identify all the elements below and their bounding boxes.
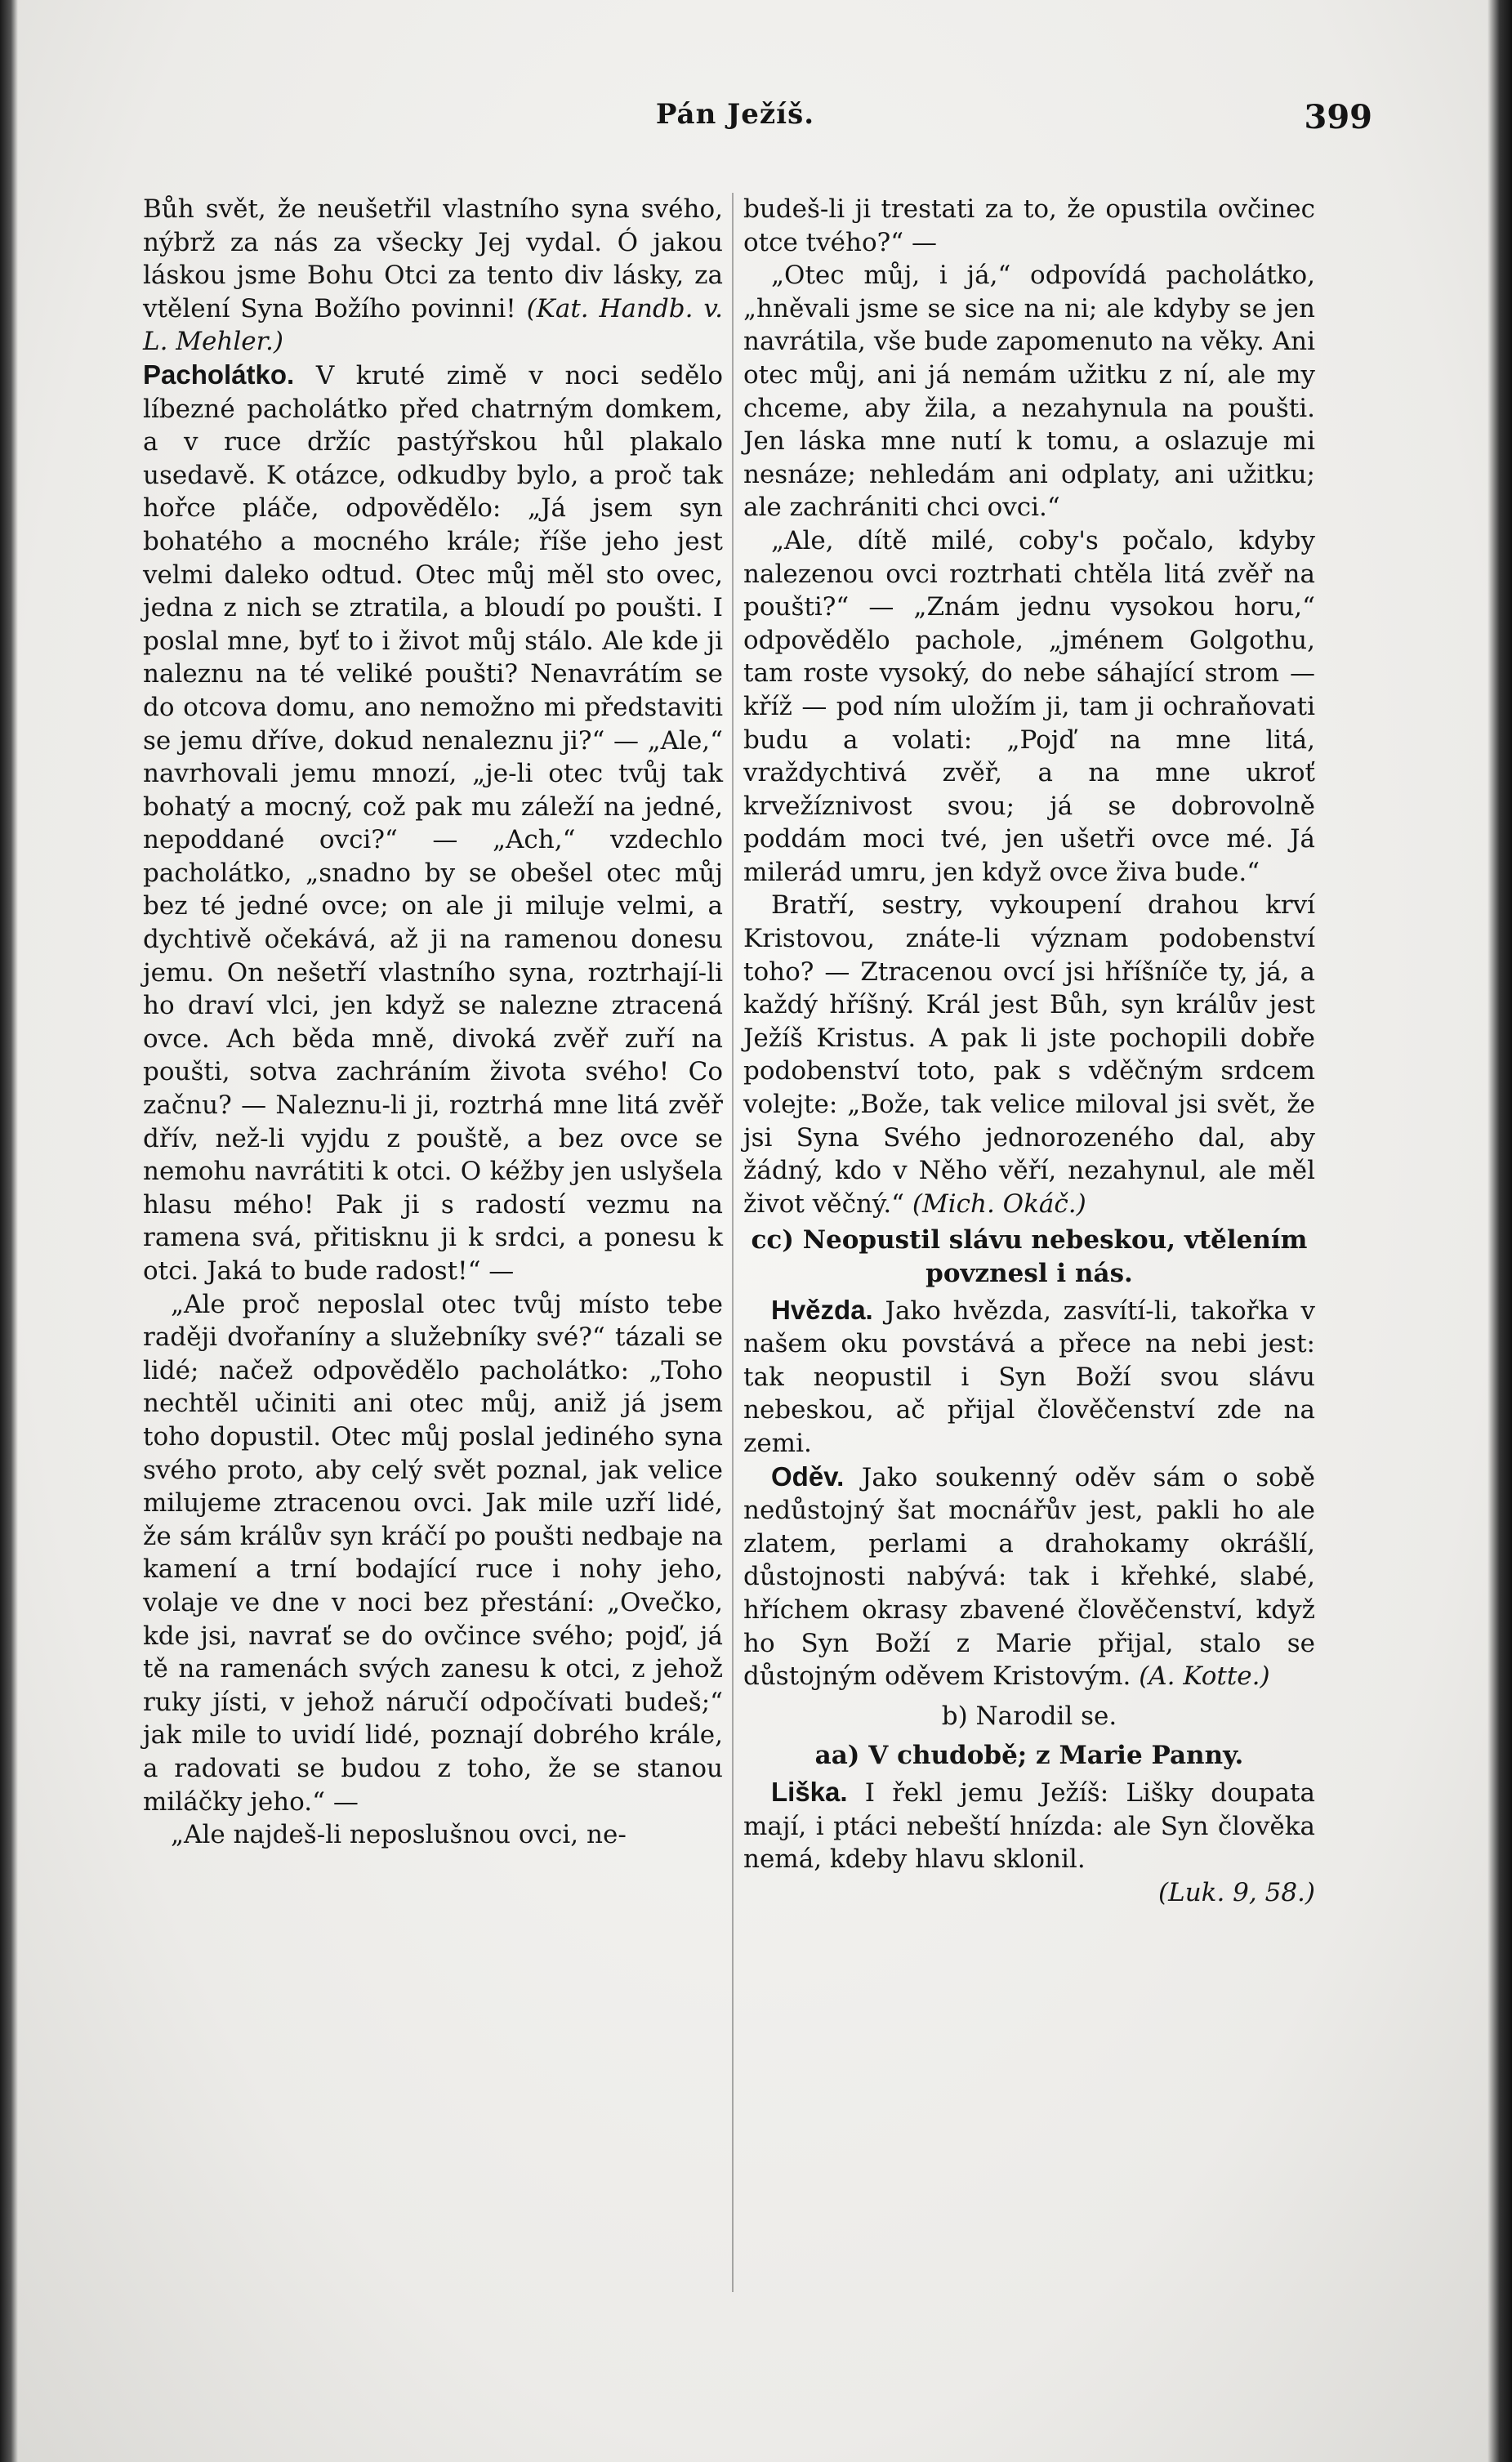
citation-text: (Luk. 9, 58.) (1158, 1877, 1315, 1907)
paragraph: „Ale proč neposlal otec tvůj místo tebe raději dvořaníny a služebníky své?“ tázali se lidé; načež odpovědělo pacholátko: „Toho nechtěl učiniti ani otec můj, aniž já jsem toho dopustil. Otec můj poslal jediného syna svého proto, aby celý svět poznal, jak velice milujeme ztracenou ovci. Jak mile uzří lidé, že sám králův syn kráčí po poušti nedbaje na kamení a trní bodající ruce i nohy jeho, volaje ve dne v noci bez přestání: „Ovečko, kde jsi, navrať se do ovčince svého; pojď, já tě na ramenách svých zanesu k otci, z jehož ruky jísti, v jehož náručí odpočívati budeš;“ jak mile to uvidí lidé, poznají dobrého krále, a radovati se budou z toho, že se stanou miláčky jeho.“ — (143, 1289, 723, 1817)
paragraph (743, 1776, 1315, 1876)
keyword-heading: Liška. (771, 1776, 848, 1807)
citation: (Mich. Okáč.) (912, 1189, 1086, 1219)
section-heading: cc) Neopustil slávu nebeskou, vtělením povznesl i nás. (751, 1225, 1308, 1288)
paragraph (743, 1294, 1315, 1461)
right-column (743, 193, 1315, 1909)
left-column (143, 193, 723, 1852)
citation: (Kat. Handb. v. L. Mehler.) (143, 293, 724, 357)
paragraph: „Ale najdeš-li neposlušnou ovci, ne- (171, 1820, 627, 1850)
keyword-heading: Hvězda. (771, 1294, 873, 1325)
citation (743, 1876, 1315, 1910)
paragraph (143, 359, 723, 1288)
keyword-heading: Pacholátko. (143, 359, 295, 390)
page-number: 399 (1304, 98, 1372, 136)
section-heading: aa) V chudobě; z Marie Panny. (814, 1741, 1244, 1771)
scan-edge-left (0, 0, 18, 2462)
paragraph-text: Jako hvězda, zasvítí-li, takořka v našem oku povstává a přece na nebi jest: tak neopustil i Syn Boží svou slávu nebeskou, ač přijal člověčenství zde na zemi. (743, 1296, 1316, 1458)
paragraph-text: Bůh svět, že neušetřil vlastního syna svého, nýbrž za nás za všecky Jej vydal. Ó jakou láskou jsme Bohu Otci za tento div lásky, za vtělení Syna Božího povinni! (143, 194, 723, 323)
paragraph-text: I řekl jemu Ježíš: Lišky doupata mají, i ptáci nebeští hnízda: ale Syn člověka nemá, kdeby hlavu sklonil. (743, 1777, 1315, 1875)
section-heading: b) Narodil se. (941, 1701, 1117, 1731)
paragraph (743, 889, 1315, 1220)
scan-edge-right (1487, 0, 1512, 2462)
paragraph: budeš-li ji trestati za to, že opustila ovčinec otce tvého?“ — (743, 194, 1315, 257)
paragraph-text: Jako soukenný oděv sám o sobě nedůstojný šat mocnářův jest, pakli ho ale zlatem, perlami a drahokamy okrášlí, důstojnosti nabývá: tak i křehké, slabé, hříchem okrasy zbavené člověčenství, když ho Syn Boží z Marie přijal, stalo se důstojným oděvem Kristovým. (743, 1462, 1315, 1692)
paragraph (143, 193, 723, 359)
keyword-heading: Oděv. (771, 1461, 845, 1492)
column-divider (732, 193, 734, 2292)
paragraph: „Otec můj, i já,“ odpovídá pacholátko, „hněvali jsme se sice na ni; ale kdyby se jen navrátila, vše bude zapomenuto na věky. Ani otec můj, ani já nemám užitku z ní, ale my chceme, aby žila, a nezahynula na poušti. Jen láska mne nutí k tomu, a oslazuje mi nesnáze; nehledám ani odplaty, ani užitku; ale zachrániti chci ovci.“ (743, 261, 1315, 523)
paragraph: „Ale, dítě milé, coby's počalo, kdyby nalezenou ovci roztrhati chtěla litá zvěř na poušti?“ — „Znám jednu vysokou horu,“ odpovědělo pachole, „jménem Golgothu, tam roste vysoký, do nebe sáhající strom — kříž — pod ním uložím ji, tam ji ochraňovati budu a volati: „Pojď na mne litá, vraždychtivá zvěř, a na mne ukroť krvežíznivost svou; já se dobrovolně poddám moci tvé, jen ušetři ovce mé. Já milerád umru, jen když ovce živa bude.“ (743, 525, 1315, 887)
citation: (A. Kotte.) (1139, 1661, 1270, 1692)
running-head: Pán Ježíš. (655, 98, 815, 131)
paragraph (743, 1461, 1315, 1693)
paragraph-text: V kruté zimě v noci sedělo líbezné pacholátko před chatrným domkem, a v ruce držíc pastýřskou hůl plakalo usedavě. K otázce, odkudby bylo, a proč tak hořce pláče, odpovědělo: „Já jsem syn bohatého a mocného krále; říše jeho jest velmi daleko odtud. Otec můj měl sto ovec, jedna z nich se ztratila, a bloudí po poušti. I poslal mne, byť to i život můj stálo. Ale kde ji naleznu na té veliké poušti? Nenavrátím se do otcova domu, ano nemožno mi představiti se jemu dříve, dokud nenaleznu ji?“ — „Ale,“ navrhovali jemu mnozí, „je-li otec tvůj tak bohatý a mocný, což pak mu záleží na jedné, nepoddané ovci?“ — „Ach,“ vzdechlo pacholátko, „snadno by se obešel otec můj bez té jedné ovce; on ale ji miluje velmi, a dychtivě očekává, až ji na ramenou donesu jemu. On nešetří vlastního syna, roztrhají-li ho draví vlci, jen když se nalezne ztracená ovce. Ach běda mně, divoká zvěř zuří na poušti, sotva zachráním života svého! Co začnu? — Naleznu-li ji, roztrhá mne litá zvěř dřív, než-li vyjdu z pouště, a bez ovce se nemohu navrátiti k otci. O kéžby jen uslyšela hlasu mého! Pak ji s radostí vezmu na ramena svá, přitisknu ji k srdci, a ponesu k otci. Jaká to bude radost!“ — (143, 360, 723, 1286)
paragraph-text: Bratří, sestry, vykoupení drahou krví Kristovou, znáte-li význam podobenství toho? — Ztracenou ovcí jsi hříšníče ty, já, a každý hříšný. Král jest Bůh, syn králův jest Ježíš Kristus. A pak li jste pochopili dobře podobenství toto, pak s vděčným srdcem volejte: „Bože, tak velice miloval jsi svět, že jsi Syna Svého jednorozeného dal, aby žádný, kdo v Něho věří, nezahynul, ale měl život věčný.“ (743, 890, 1315, 1219)
